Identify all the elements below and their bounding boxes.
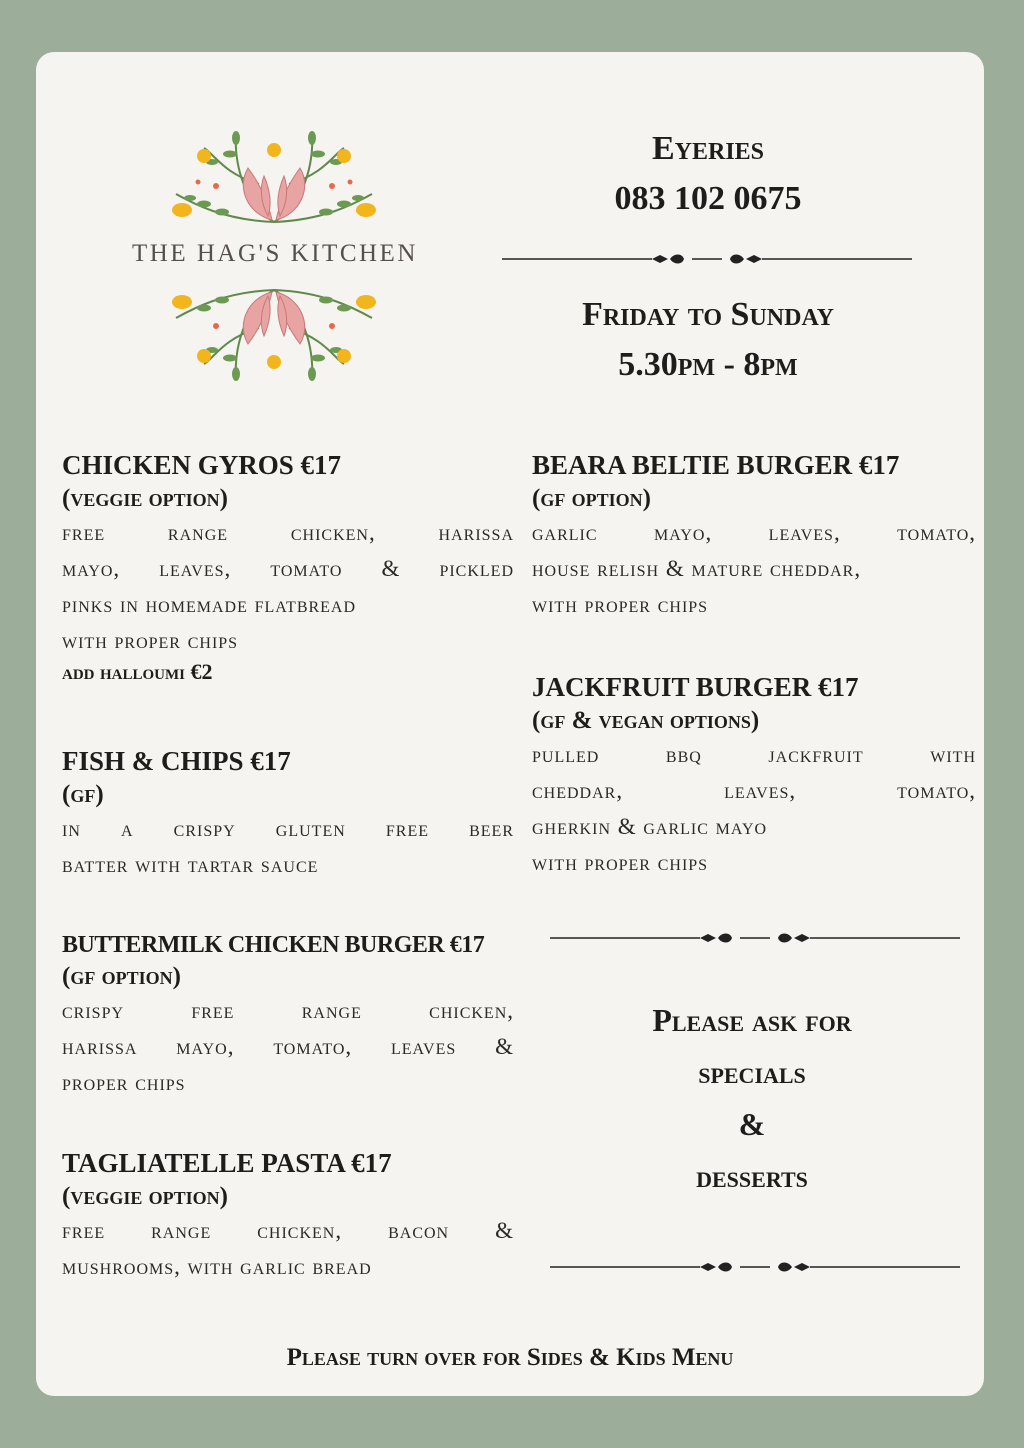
item-title: BUTTERMILK CHICKEN BURGER €17 [62, 932, 485, 958]
menu-item [62, 450, 514, 685]
floral-ornament-top-icon [164, 124, 384, 228]
item-description: in a crispy gluten free beer batter with tartar sauce [62, 816, 514, 877]
menu-card [36, 52, 984, 1396]
item-option: (veggie option) [62, 485, 228, 512]
floral-ornament-bottom-icon [164, 284, 384, 388]
item-title: JACKFRUIT BURGER €17 [532, 672, 859, 702]
item-option: (gf option) [532, 485, 651, 512]
item-description: crispy free range chicken, harissa mayo, tomato, leaves & proper chips [62, 998, 514, 1095]
menu-item [532, 672, 976, 881]
item-title: FISH & CHIPS €17 [62, 746, 291, 776]
item-description: free range chicken, harissa mayo, leaves, tomato & pickled pinks in homemade flatbread with proper chips [62, 520, 514, 653]
item-option: (gf option) [62, 963, 181, 990]
brand-name: THE HAG'S KITCHEN [132, 240, 418, 267]
specials-line-2: specials [698, 1054, 806, 1090]
divider-ornament-icon [550, 1258, 960, 1276]
specials-line-4: desserts [696, 1158, 808, 1194]
opening-hours: 5.30pm - 8pm [618, 346, 798, 383]
item-addon: add halloumi €2 [62, 659, 213, 684]
item-description: free range chicken, bacon & mushrooms, with garlic bread [62, 1218, 514, 1279]
item-option: (veggie option) [62, 1183, 228, 1210]
footer-note: Please turn over for Sides & Kids Menu [286, 1344, 734, 1371]
divider-ornament-icon [502, 250, 912, 268]
menu-item [62, 1148, 514, 1285]
opening-days: Friday to Sunday [582, 296, 834, 333]
divider-ornament-icon [550, 929, 960, 947]
item-description: garlic mayo, leaves, tomato, house relish & mature cheddar, with proper chips [532, 520, 976, 617]
location: Eyeries [651, 130, 765, 167]
item-option: (gf & vegan options) [532, 707, 760, 734]
menu-item [62, 932, 514, 1101]
item-title: TAGLIATELLE PASTA €17 [62, 1148, 392, 1178]
specials-line-3: & [738, 1106, 766, 1142]
item-description: pulled bbq jackfruit with cheddar, leaves, tomato, gherkin & garlic mayo with proper chips [532, 742, 976, 875]
menu-item [532, 450, 976, 623]
specials-line-1: Please ask for [652, 1002, 852, 1038]
item-title: BEARA BELTIE BURGER €17 [532, 450, 900, 480]
phone-number: 083 102 0675 [614, 180, 802, 217]
menu-item [62, 746, 514, 883]
item-title: CHICKEN GYROS €17 [62, 450, 342, 480]
item-option: (gf) [62, 781, 104, 808]
